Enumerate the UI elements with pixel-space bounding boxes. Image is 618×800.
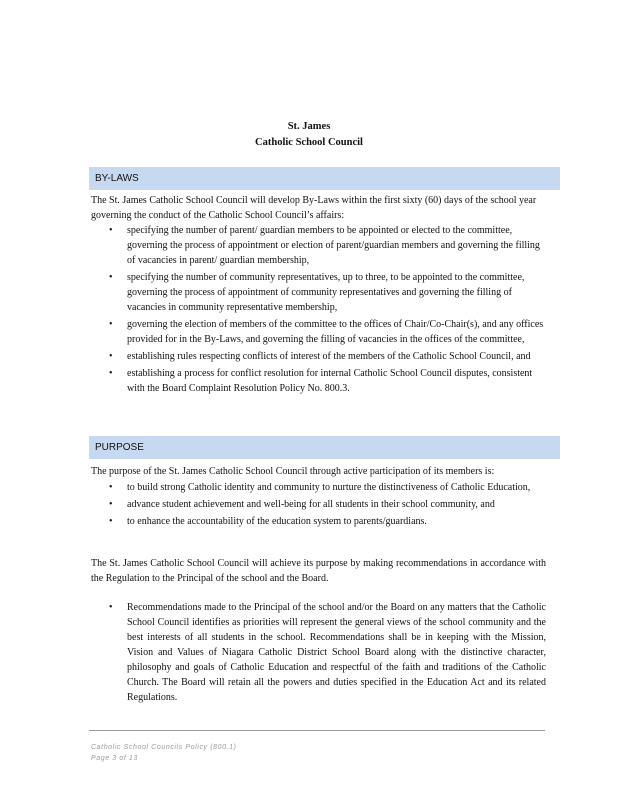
footer-divider xyxy=(89,730,545,731)
list-item xyxy=(91,480,546,495)
list-item-text: establishing rules respecting conflicts of interest of the members of the Catholic School Council, and xyxy=(127,351,531,362)
bullet-icon: • xyxy=(109,351,113,362)
section-header-purpose: PURPOSE xyxy=(89,436,560,459)
title-line-school: St. James xyxy=(287,121,331,132)
purpose-list xyxy=(91,480,546,531)
footer-policy-name: Catholic School Councils Policy (800.1) xyxy=(91,744,237,751)
list-item xyxy=(91,497,546,512)
page-footer xyxy=(91,742,237,764)
bullet-icon: • xyxy=(109,602,113,613)
list-item xyxy=(91,514,546,529)
purpose-intro: The purpose of the St. James Catholic School Council through active participation of its members is: xyxy=(91,466,495,477)
purpose-paragraph: The St. James Catholic School Council will achieve its purpose by making recommendations in accordance with the Regulation to the Principal of the school and the Board. xyxy=(91,558,546,584)
bullet-icon: • xyxy=(109,516,113,527)
section-header-bylaws: BY-LAWS xyxy=(89,167,560,190)
bylaws-intro: The St. James Catholic School Council will develop By-Laws within the first sixty (60) days of the school year governing the conduct of the Catholic School Council’s affairs: xyxy=(91,195,537,221)
list-item-text: Recommendations made to the Principal of the school and/or the Board on any matters that the Catholic School Council identifies as priorities will represent the general views of the school community and the best interests of all students in the school. Recommendations shall be in keeping with the Mission, Vision and Values of Niagara Catholic District School Board along with the distinctive character, philosophy and goals of Catholic Education and respectful of the faith and traditions of the Catholic Church. The Board will retain all the powers and duties specified in the Education Act and its related Regulations. xyxy=(127,602,546,703)
list-item xyxy=(91,600,546,705)
bullet-icon: • xyxy=(109,319,113,330)
bullet-icon: • xyxy=(109,482,113,493)
list-item-text: advance student achievement and well-being for all students in their school community, and xyxy=(127,499,495,510)
list-item xyxy=(91,317,546,347)
recommendation-list xyxy=(91,600,546,707)
bullet-icon: • xyxy=(109,499,113,510)
bullet-icon: • xyxy=(109,272,113,283)
list-item-text: specifying the number of parent/ guardian members to be appointed or elected to the committee, governing the process of appointment or election of parent/guardian members and governing the filling of vacancies in parent/ guardian membership, xyxy=(127,225,540,266)
document-title xyxy=(0,119,618,151)
list-item-text: to build strong Catholic identity and community to nurture the distinctiveness of Catholic Education, xyxy=(127,482,531,493)
list-item xyxy=(91,349,546,364)
bullet-icon: • xyxy=(109,368,113,379)
title-line-council: Catholic School Council xyxy=(255,137,363,148)
footer-page-number: Page 3 of 13 xyxy=(91,755,138,762)
bylaws-list xyxy=(91,223,546,398)
list-item-text: specifying the number of community representatives, up to three, to be appointed to the committee, governing the process of appointment of community representatives and governing the filling of vacancies in community representative membership, xyxy=(127,272,525,313)
list-item xyxy=(91,366,546,396)
list-item xyxy=(91,223,546,268)
list-item-text: governing the election of members of the committee to the offices of Chair/Co-Chair(s), and any offices provided for in the By-Laws, and governing the filling of vacancies in the offices of the committee, xyxy=(127,319,544,345)
list-item xyxy=(91,270,546,315)
bullet-icon: • xyxy=(109,225,113,236)
list-item-text: to enhance the accountability of the education system to parents/guardians. xyxy=(127,516,427,527)
list-item-text: establishing a process for conflict resolution for internal Catholic School Council disputes, consistent with the Board Complaint Resolution Policy No. 800.3. xyxy=(127,368,533,394)
